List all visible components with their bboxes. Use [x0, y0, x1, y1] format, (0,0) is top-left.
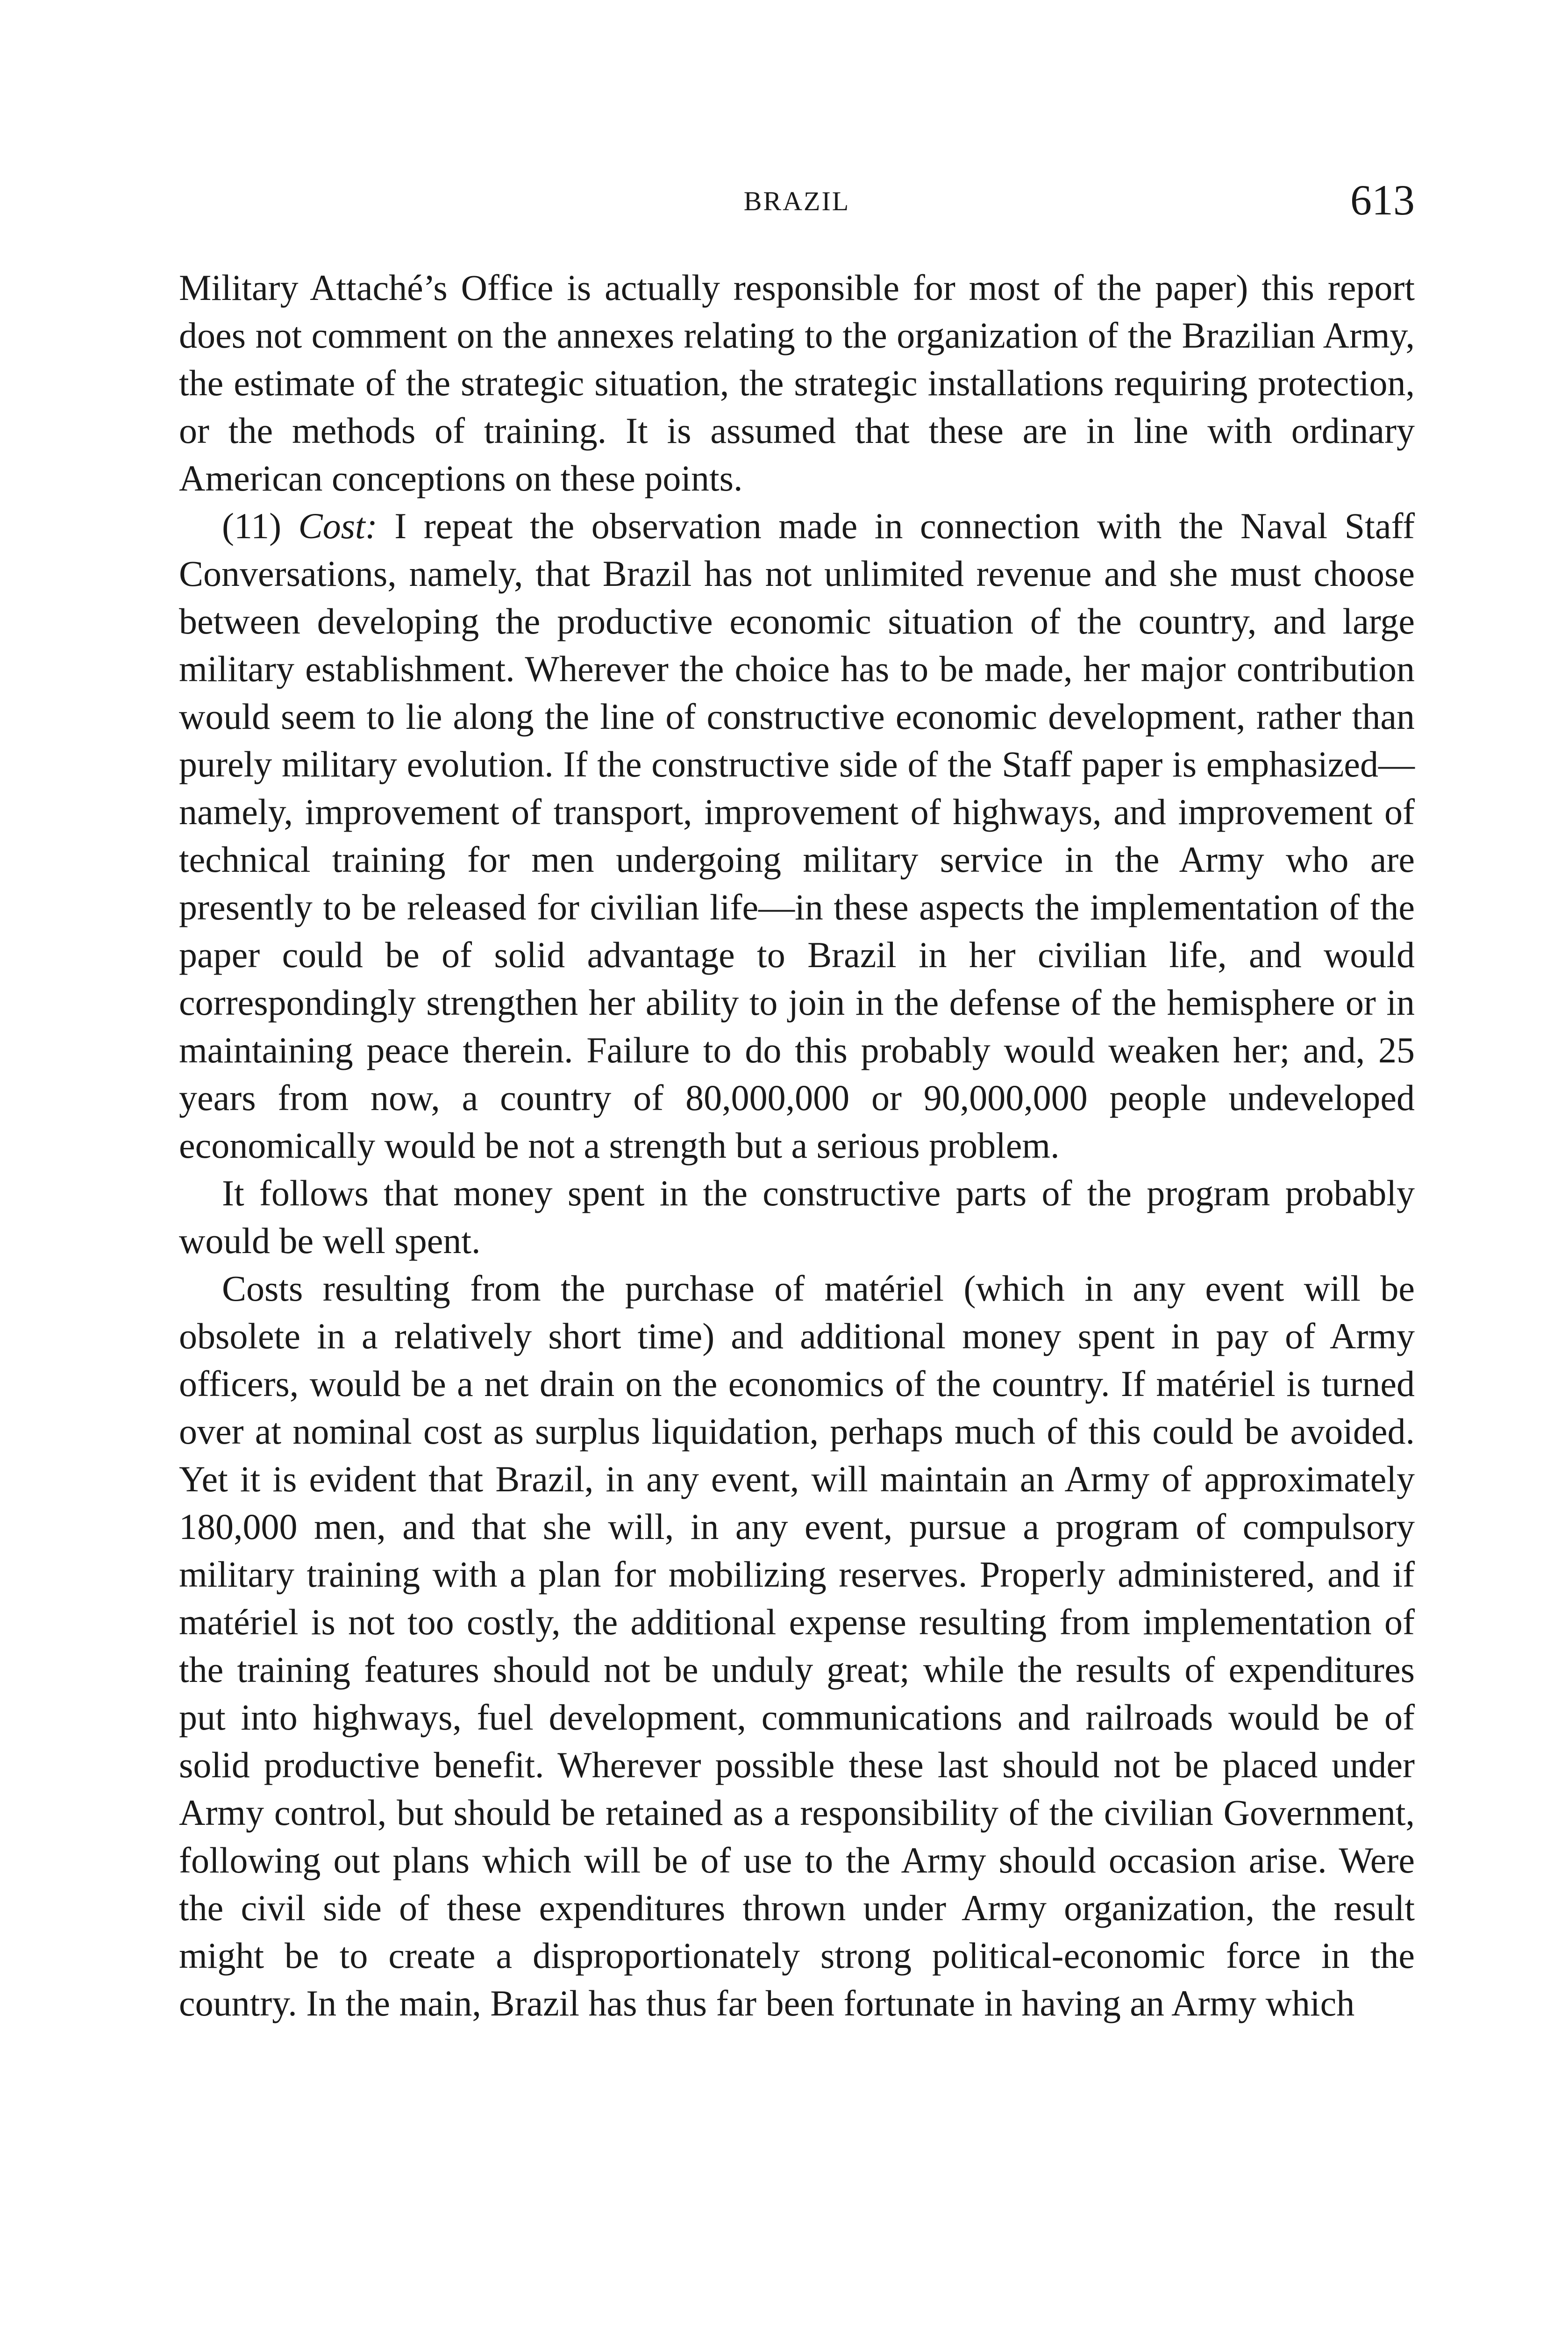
paragraph-1-text: Military Attaché’s Office is actually responsible for most of the paper) this report does not comment on the annexes relating to the organization of the Brazilian Army, the estimate of the strategic situation, the strategic installations requiring protection, or the methods of training. It is assumed that these are in line with ordinary American conceptions on these points. — [179, 267, 1415, 499]
section-number: (11) — [222, 506, 299, 546]
body-text — [179, 264, 1415, 2027]
paragraph-4-text: Costs resulting from the purchase of matériel (which in any event will be obsolete in a relatively short time) and additional money spent in pay of Army officers, would be a net drain on the economics of the country. If matériel is turned over at nominal cost as surplus liquidation, perhaps much of this could be avoided. Yet it is evident that Brazil, in any event, will maintain an Army of approximately 180,000 men, and that she will, in any event, pursue a program of compulsory military training with a plan for mobilizing reserves. Properly administered, and if matériel is not too costly, the additional expense resulting from implementation of the training features should not be unduly great; while the results of expenditures put into highways, fuel development, communications and railroads would be of solid productive benefit. Wherever possible these last should not be placed under Army control, but should be retained as a responsibility of the civilian Government, following out plans which will be of use to the Army should occasion arise. Were the civil side of these expenditures thrown under Army organization, the result might be to create a disproportionately strong political-economic force in the country. In the main, Brazil has thus far been fortunate in having an Army which — [179, 1268, 1415, 2023]
running-head: BRAZIL — [743, 186, 850, 216]
paragraph-cost — [179, 502, 1415, 1169]
paragraph-cost-text: I repeat the observation made in connection with the Naval Staff Conversations, namely, that Brazil has not unlimited revenue and she must choose between developing the productive economic situation of the country, and large military establishment. Wherever the choice has to be made, her major contribution would seem to lie along the line of constructive economic development, rather than purely military evolution. If the constructive side of the Staff paper is emphasized—namely, improvement of transport, improvement of highways, and improvement of technical training for men undergoing military service in the Army who are presently to be released for civilian life—in these aspects the implementation of the paper could be of solid advantage to Brazil in her civilian life, and would correspondingly strengthen her ability to join in the defense of the hemisphere or in maintaining peace therein. Failure to do this probably would weaken her; and, 25 years from now, a country of 80,000,000 or 90,000,000 people undeveloped economically would be not a strength but a serious problem. — [179, 506, 1415, 1166]
page-header — [179, 175, 1415, 227]
paragraph-4 — [179, 1265, 1415, 2027]
section-label: Cost: — [298, 506, 378, 546]
paragraph-3-text: It follows that money spent in the constructive parts of the program probably would be well spent. — [179, 1173, 1415, 1261]
page-number: 613 — [1350, 176, 1415, 224]
paragraph-1 — [179, 264, 1415, 502]
paragraph-3 — [179, 1169, 1415, 1265]
